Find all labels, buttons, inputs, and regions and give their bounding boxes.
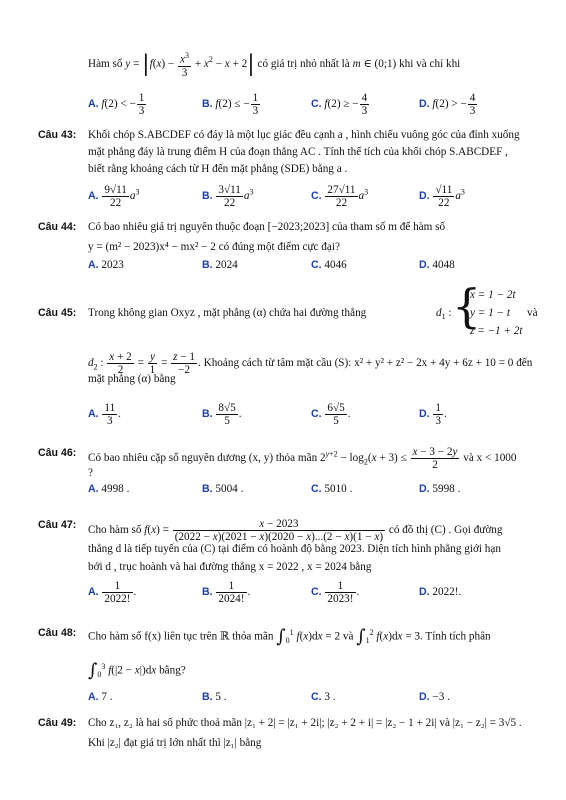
q47-option-d[interactable]: D. 2022!. [419, 586, 462, 598]
q47-option-b[interactable]: B. $\frac{1}{2024!}$ . [202, 580, 251, 605]
d1-system-y: y = 1 − t [470, 307, 510, 319]
d1-label: $d_1$ : [436, 307, 452, 322]
question-43-number: Câu 43: [38, 129, 77, 141]
question-48-line-1: Cho hàm số f(x) liên tục trên ℝ thỏa mãn $\int_0^1$ f(x)dx = 2 và $\int_1^2$ f(x)dx = 3. Tính tích phân [88, 626, 491, 648]
q45-option-c[interactable]: C. $\frac{6√5}{5}$ . [311, 402, 351, 427]
q47-option-c[interactable]: C. $\frac{1}{2023!}$ . [311, 580, 360, 605]
question-46-line-2: ? [88, 467, 93, 479]
top-option-d[interactable]: D. f(2) > − $\frac{4}{3}$ [419, 92, 476, 117]
question-46-line-1: Có bao nhiêu cặp số nguyên dương (x, y) thỏa mãn $2^{y+2} - \log_2(x + 3)$ ≤ $\frac{x - 3 - 2y}{2}$ và x < 1000 [88, 446, 517, 471]
q43-option-d[interactable]: D. $\frac{√11}{22}$ $a^3$ [419, 184, 465, 209]
question-47-line-3: bởi d , trục hoành và hai đường thẳng x = 2022 , x = 2024 bằng [88, 561, 372, 573]
question-48-number: Câu 48: [38, 627, 77, 639]
top-option-c[interactable]: C. f(2) ≥ − $\frac{4}{3}$ [311, 92, 368, 117]
question-49-line-2: Khi |z₂| đạt giá trị lớn nhất thì |z₁| bằng [88, 737, 262, 749]
question-47-line-2: thẳng d là tiếp tuyến của (C) tại điểm có hoành độ bằng 2023. Diện tích hình phẳng giới hạn [88, 543, 501, 555]
top-question-line: Hàm số y = |f(x) − $\frac{x^3}{3}$ + $x^2 - x + 2|$ có giá trị nhỏ nhất là m ∈ (0;1) khi và chỉ khi [88, 51, 461, 79]
question-47-number: Câu 47: [38, 519, 77, 531]
q45-option-b[interactable]: B. $\frac{8√5}{5}$ . [202, 402, 242, 427]
question-45-number: Câu 45: [38, 307, 77, 319]
question-48-line-2: $\int_0^3$ f(|2 − x|)dx bằng? [88, 660, 186, 682]
question-44-line-1: Có bao nhiêu giá trị nguyên thuộc đoạn [−2023;2023] của tham số m để hàm số [88, 221, 446, 233]
question-45-line-3: mặt phẳng (α) bằng [88, 373, 176, 385]
top-option-b[interactable]: B. f(2) ≤ − $\frac{1}{3}$ [202, 92, 259, 117]
q44-option-b[interactable]: B. 2024 [202, 259, 238, 271]
question-43-line-1: Khối chóp S.ABCDEF có đáy là một lục giác đều cạnh a , hình chiếu vuông góc của đỉnh xuống [88, 129, 520, 141]
q44-option-c[interactable]: C. 4046 [311, 259, 347, 271]
q44-option-a[interactable]: A. 2023 [88, 259, 124, 271]
question-45-line-2: $d_2$ : $\frac{x + 2}{2}$ = $\frac{y}{1}$ = $\frac{z - 1}{-2}$ . Khoảng cách từ tâm mặt cầu (S): x² + y² + z² − 2x + 4y + 6z + 10 = 0 đến [88, 351, 533, 376]
q45-option-d[interactable]: D. $\frac{1}{3}$ . [419, 402, 447, 427]
q48-option-a[interactable]: A. 7 . [88, 691, 113, 703]
q45-option-a[interactable]: A. $\frac{11}{3}$ . [88, 402, 121, 427]
question-43-line-3: biết rằng khoảng cách từ H đến mặt phẳng (SDE) bằng a . [88, 163, 348, 175]
question-46-number: Câu 46: [38, 447, 77, 459]
top-option-a[interactable]: A. f(2) < − $\frac{1}{3}$ [88, 92, 145, 117]
q46-option-d[interactable]: D. 5998 . [419, 483, 461, 495]
question-45-and: và [527, 307, 538, 319]
q46-option-b[interactable]: B. 5004 . [202, 483, 244, 495]
q43-option-b[interactable]: B. $\frac{3√11}{22}$ $a^3$ [202, 184, 254, 209]
q46-option-c[interactable]: C. 5010 . [311, 483, 353, 495]
question-43-line-2: mặt phẳng đáy là trung điểm H của đoạn thẳng AC . Tính thể tích của khối chóp S.ABCDEF , [88, 146, 508, 158]
q44-option-d[interactable]: D. 4048 [419, 259, 455, 271]
question-49-number: Câu 49: [38, 717, 77, 729]
q48-option-b[interactable]: B. 5 . [202, 691, 227, 703]
q47-option-a[interactable]: A. $\frac{1}{2022!}$ . [88, 580, 137, 605]
system-brace: { [452, 279, 482, 333]
q43-option-c[interactable]: C. $\frac{27√11}{22}$ $a^3$ [311, 184, 369, 209]
q48-option-c[interactable]: C. 3 . [311, 691, 336, 703]
q46-option-a[interactable]: A. 4998 . [88, 483, 130, 495]
q48-option-d[interactable]: D. −3 . [419, 691, 450, 703]
question-49-line-1: Cho z₁, z₂ là hai số phức thoả mãn |z₁ + 2| = |z₁ + 2i|; |z₂ + 2 + i| = |z₂ − 1 + 2i| và |z₁ − z₂| = 3√5 . [88, 717, 522, 729]
question-45-line-1: Trong không gian Oxyz , mặt phẳng (α) chứa hai đường thẳng [88, 307, 367, 319]
question-44-line-2: y = (m² − 2023)x⁴ − mx² − 2 có đúng một điểm cực đại? [88, 241, 340, 253]
d1-system-z: z = −1 + 2t [470, 325, 523, 337]
question-47-line-1: Cho hàm số f(x) = $\frac{x - 2023}{(2022 - x)(2021 - x)(2020 - x)...(2 - x)(1 - x)}$ có đồ thị (C) . Gọi đường [88, 518, 503, 543]
q43-option-a[interactable]: A. $\frac{9√11}{22}$ $a^3$ [88, 184, 140, 209]
d1-system-x: x = 1 − 2t [470, 289, 516, 301]
question-44-number: Câu 44: [38, 221, 77, 233]
